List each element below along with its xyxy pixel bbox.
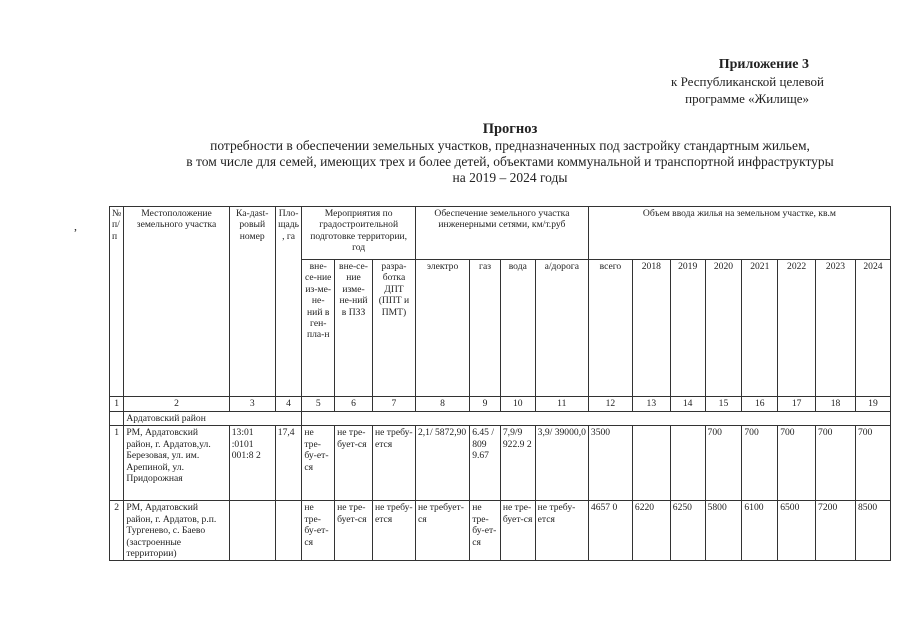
subheader-water: вода [500, 260, 535, 397]
subheader-2021: 2021 [742, 260, 778, 397]
subheader-pzz: вне-се-ние изме-не-ний в ПЗЗ [335, 260, 373, 397]
column-number: 14 [670, 397, 705, 412]
header-measures: Мероприятия по градостроительной подготовке территории, год [302, 207, 416, 260]
appendix-title: Приложение 3 [718, 57, 809, 72]
district-label: Ардатовский район [124, 412, 302, 426]
table-cell: 6220 [632, 501, 670, 561]
document-title: Прогноз [482, 121, 538, 137]
table-cell: не тре-бу-ет-ся [302, 501, 335, 561]
subheader-electro: электро [415, 260, 469, 397]
header-volume: Объем ввода жилья на земельном участке, кв.м [588, 207, 890, 260]
header-row [110, 207, 891, 260]
table-cell: 17,4 [275, 426, 302, 501]
subheader-2024: 2024 [855, 260, 890, 397]
column-number: 10 [500, 397, 535, 412]
table-cell: 2,1/ 5872,90 [415, 426, 469, 501]
column-number: 9 [470, 397, 501, 412]
table-cell: не тре-бует-ся [335, 426, 373, 501]
subheader-2018: 2018 [632, 260, 670, 397]
column-number: 7 [372, 397, 415, 412]
table-cell: не требу-ется [372, 426, 415, 501]
header-cadastral: Ка-дast-ровый номер [229, 207, 275, 397]
column-number: 18 [816, 397, 856, 412]
appendix-block [671, 56, 824, 107]
subheader-2020: 2020 [705, 260, 742, 397]
column-number: 8 [415, 397, 469, 412]
column-number: 15 [705, 397, 742, 412]
table-cell: РМ, Ардатовский район, г. Ардатов,ул. Березовая, ул. им. Арепиной, ул. Придорожная [124, 426, 229, 501]
subheader-2019: 2019 [670, 260, 705, 397]
column-number-row [110, 397, 891, 412]
table-cell: не требу-ется [535, 501, 588, 561]
column-number: 17 [778, 397, 816, 412]
table-cell [229, 501, 275, 561]
table-cell: 3500 [588, 426, 632, 501]
table-cell: 6100 [742, 501, 778, 561]
appendix-line-2: к Республиканской целевой [671, 74, 824, 89]
header-num: № п/п [110, 207, 124, 397]
subheader-gas: газ [470, 260, 501, 397]
table-cell: 700 [778, 426, 816, 501]
subheader-genplan: вне-се-ние из-ме-не-ний в ген-пла-н [302, 260, 335, 397]
column-number: 13 [632, 397, 670, 412]
column-number: 12 [588, 397, 632, 412]
column-number: 3 [229, 397, 275, 412]
column-number: 11 [535, 397, 588, 412]
header-engineering: Обеспечение земельного участка инженерными сетями, км/т.руб [415, 207, 588, 260]
column-number: 2 [124, 397, 229, 412]
column-number: 19 [855, 397, 890, 412]
heading-line-3: на 2019 – 2024 годы [452, 170, 568, 185]
subheader-total: всего [588, 260, 632, 397]
heading-line-1: потребности в обеспечении земельных участков, предназначенных под застройку стандартным жильем, [210, 138, 810, 153]
table-cell: 1 [110, 426, 124, 501]
table-cell: 6250 [670, 501, 705, 561]
table-cell: 700 [816, 426, 856, 501]
table-cell: 13:01 :0101 001:8 2 [229, 426, 275, 501]
table-cell: РМ, Ардатовский район, г. Ардатов, р.п. Тургенево, с. Баево (застроенные территории) [124, 501, 229, 561]
forecast-table [109, 206, 891, 561]
margin-mark: , [74, 219, 77, 233]
column-number: 4 [275, 397, 302, 412]
table-cell: не тре-бует-ся [500, 501, 535, 561]
column-number: 16 [742, 397, 778, 412]
table-cell: 8500 [855, 501, 890, 561]
table-cell: 5800 [705, 501, 742, 561]
heading-line-2: в том числе для семей, имеющих трех и более детей, объектами коммунальной и транспортной инфраструктуры [186, 154, 834, 169]
header-area: Пло-щадь, га [275, 207, 302, 397]
district-row [110, 412, 891, 426]
table-cell: 700 [705, 426, 742, 501]
subheader-road: а/дорога [535, 260, 588, 397]
table-cell: 6.45 / 809 9.67 [470, 426, 501, 501]
table-cell: 2 [110, 501, 124, 561]
table-cell: не тре-бу-ет-ся [470, 501, 501, 561]
subheader-2022: 2022 [778, 260, 816, 397]
table-cell [670, 426, 705, 501]
subheader-dpt: разра-ботка ДПТ (ППТ и ПМТ) [372, 260, 415, 397]
table-cell: 7,9/9 922.9 2 [500, 426, 535, 501]
header-location: Местоположение земельного участка [124, 207, 229, 397]
table-cell: 6500 [778, 501, 816, 561]
table-row [110, 501, 891, 561]
table-cell: не требует-ся [415, 501, 469, 561]
table-cell: 7200 [816, 501, 856, 561]
table-cell: не тре-бу-ет-ся [302, 426, 335, 501]
column-number: 1 [110, 397, 124, 412]
appendix-line-3: программе «Жилище» [685, 91, 809, 106]
table-row [110, 426, 891, 501]
table-cell: 3,9/ 39000,0 [535, 426, 588, 501]
table-cell: 4657 0 [588, 501, 632, 561]
table-cell [275, 501, 302, 561]
table-cell: 700 [742, 426, 778, 501]
table-cell: не требу-ется [372, 501, 415, 561]
table-cell: 700 [855, 426, 890, 501]
table-cell: не тре-бует-ся [335, 501, 373, 561]
table-cell [632, 426, 670, 501]
document-heading [0, 120, 905, 186]
column-number: 6 [335, 397, 373, 412]
subheader-2023: 2023 [816, 260, 856, 397]
column-number: 5 [302, 397, 335, 412]
